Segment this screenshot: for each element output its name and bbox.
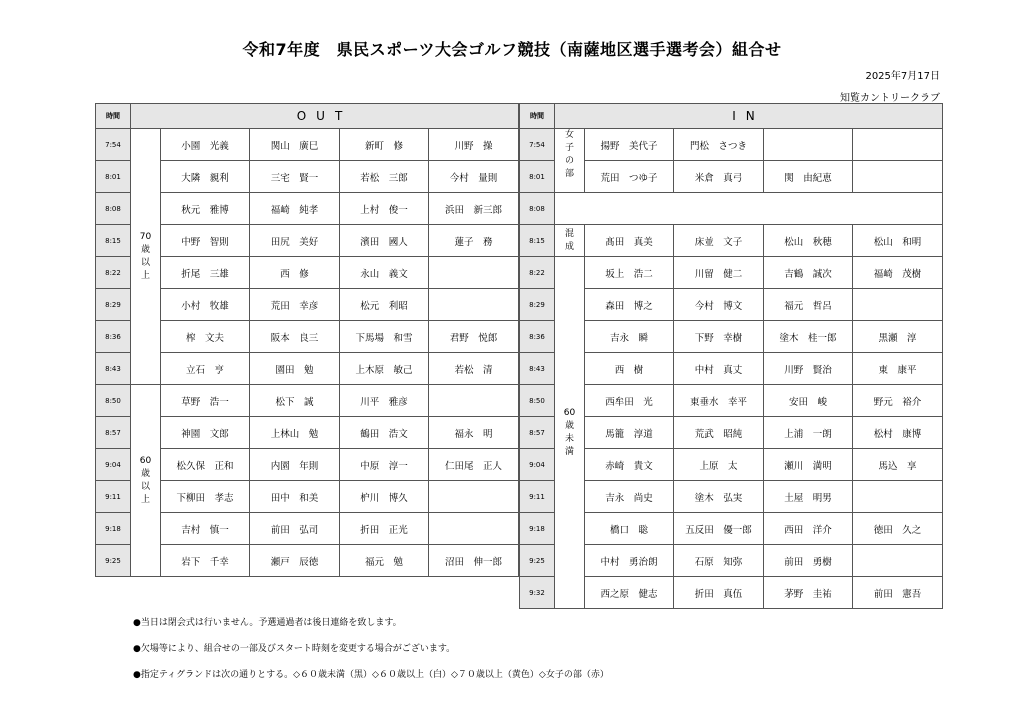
player-name: 吉永 尚史 bbox=[585, 481, 674, 513]
player-name: 三宅 賢一 bbox=[250, 161, 340, 193]
player-name: 吉永 瞬 bbox=[585, 321, 674, 353]
player-name: 下野 幸樹 bbox=[674, 321, 764, 353]
player-name: 立石 亨 bbox=[161, 353, 250, 385]
player-name: 石原 知弥 bbox=[674, 545, 764, 577]
player-name: 上原 太 bbox=[674, 449, 764, 481]
player-name: 髙田 真美 bbox=[585, 225, 674, 257]
group-label: 70歳以上 bbox=[131, 129, 161, 385]
player-name: 上木原 敏己 bbox=[340, 353, 429, 385]
tee-time: 8:57 bbox=[96, 417, 131, 449]
player-name bbox=[853, 289, 943, 321]
player-name: 永山 義文 bbox=[340, 257, 429, 289]
tee-time: 9:25 bbox=[96, 545, 131, 577]
player-name: 浜田 新三郎 bbox=[429, 193, 519, 225]
group-label: 60歳未満 bbox=[555, 257, 585, 609]
tee-time: 8:29 bbox=[96, 289, 131, 321]
player-name bbox=[764, 129, 853, 161]
player-name: 松下 誠 bbox=[250, 385, 340, 417]
tee-time: 8:01 bbox=[96, 161, 131, 193]
player-name: 福永 明 bbox=[429, 417, 519, 449]
player-name: 床並 文子 bbox=[674, 225, 764, 257]
group-label: 60歳以上 bbox=[131, 385, 161, 577]
player-name: 安田 峻 bbox=[764, 385, 853, 417]
player-name: 折田 正光 bbox=[340, 513, 429, 545]
player-name: 内園 年則 bbox=[250, 449, 340, 481]
player-name: 福元 勉 bbox=[340, 545, 429, 577]
player-name: 若松 清 bbox=[429, 353, 519, 385]
player-name: 折尾 三雄 bbox=[161, 257, 250, 289]
player-name: 濱田 國人 bbox=[340, 225, 429, 257]
table-row bbox=[96, 129, 519, 161]
player-name: 松元 利昭 bbox=[340, 289, 429, 321]
player-name: 中村 真丈 bbox=[674, 353, 764, 385]
player-name: 福元 哲呂 bbox=[764, 289, 853, 321]
table-row bbox=[520, 193, 943, 225]
player-name: 塗木 桂一郎 bbox=[764, 321, 853, 353]
player-name: 西之原 健志 bbox=[585, 577, 674, 609]
player-name: 大隣 親利 bbox=[161, 161, 250, 193]
player-name: 東 康平 bbox=[853, 353, 943, 385]
time-column-header: 時間 bbox=[96, 104, 131, 129]
blank-slot bbox=[555, 193, 943, 225]
player-name: 赤崎 貴文 bbox=[585, 449, 674, 481]
tee-time: 9:04 bbox=[96, 449, 131, 481]
player-name: 田中 和美 bbox=[250, 481, 340, 513]
player-name bbox=[429, 385, 519, 417]
tee-time: 9:18 bbox=[520, 513, 555, 545]
player-name: 福崎 純孝 bbox=[250, 193, 340, 225]
tee-time: 9:11 bbox=[96, 481, 131, 513]
player-name: 西 修 bbox=[250, 257, 340, 289]
tee-time: 8:43 bbox=[520, 353, 555, 385]
player-name bbox=[853, 545, 943, 577]
note-closing: ●当日は閉会式は行いません。予選通過者は後日連絡を致します。 bbox=[133, 618, 402, 628]
player-name: 下柳田 孝志 bbox=[161, 481, 250, 513]
player-name bbox=[853, 161, 943, 193]
player-name bbox=[429, 513, 519, 545]
group-label: 女子の部 bbox=[555, 129, 585, 193]
tee-time: 9:25 bbox=[520, 545, 555, 577]
player-name: 川留 健二 bbox=[674, 257, 764, 289]
player-name: 荒田 幸彦 bbox=[250, 289, 340, 321]
player-name bbox=[429, 481, 519, 513]
player-name: 関 由紀恵 bbox=[764, 161, 853, 193]
player-name: 塗木 弘実 bbox=[674, 481, 764, 513]
player-name: 中原 淳一 bbox=[340, 449, 429, 481]
group-label: 混成 bbox=[555, 225, 585, 257]
player-name: 上村 俊一 bbox=[340, 193, 429, 225]
player-name: 仁田尾 正人 bbox=[429, 449, 519, 481]
tee-time: 7:54 bbox=[520, 129, 555, 161]
player-name: 荒武 昭純 bbox=[674, 417, 764, 449]
player-name: 森田 博之 bbox=[585, 289, 674, 321]
player-name: 松村 康博 bbox=[853, 417, 943, 449]
table-row bbox=[520, 257, 943, 289]
player-name: 秋元 雅博 bbox=[161, 193, 250, 225]
tee-time: 8:22 bbox=[520, 257, 555, 289]
player-name: 東垂水 幸平 bbox=[674, 385, 764, 417]
table-row bbox=[520, 225, 943, 257]
player-name: 上浦 一朗 bbox=[764, 417, 853, 449]
time-column-header: 時間 bbox=[520, 104, 555, 129]
player-name: 今村 博文 bbox=[674, 289, 764, 321]
player-name: 松山 秋穂 bbox=[764, 225, 853, 257]
out-course-header: OUT bbox=[131, 104, 519, 129]
tee-time: 8:22 bbox=[96, 257, 131, 289]
page-title: 令和7年度 県民スポーツ大会ゴルフ競技（南薩地区選手選考会）組合せ bbox=[242, 40, 782, 59]
player-name: 枦川 博久 bbox=[340, 481, 429, 513]
tee-time: 8:08 bbox=[520, 193, 555, 225]
player-name bbox=[429, 289, 519, 321]
note-changes: ●欠場等により、組合せの一部及びスタート時刻を変更する場合がございます。 bbox=[133, 644, 456, 654]
player-name bbox=[853, 129, 943, 161]
player-name: 五反田 優一郎 bbox=[674, 513, 764, 545]
player-name: 黒瀬 淳 bbox=[853, 321, 943, 353]
tee-time: 8:50 bbox=[520, 385, 555, 417]
player-name: 小園 光義 bbox=[161, 129, 250, 161]
player-name: 荒田 つゆ子 bbox=[585, 161, 674, 193]
player-name: 小村 牧雄 bbox=[161, 289, 250, 321]
player-name: 野元 裕介 bbox=[853, 385, 943, 417]
player-name: 阪本 良三 bbox=[250, 321, 340, 353]
player-name: 馬籠 淳道 bbox=[585, 417, 674, 449]
player-name: 坂上 浩二 bbox=[585, 257, 674, 289]
tee-time: 8:29 bbox=[520, 289, 555, 321]
tee-time: 8:50 bbox=[96, 385, 131, 417]
tee-time: 8:01 bbox=[520, 161, 555, 193]
tee-time: 8:43 bbox=[96, 353, 131, 385]
player-name: 上林山 勉 bbox=[250, 417, 340, 449]
table-row bbox=[96, 385, 519, 417]
tee-time: 8:36 bbox=[96, 321, 131, 353]
player-name: 下馬場 和雪 bbox=[340, 321, 429, 353]
in-course-header: IN bbox=[555, 104, 943, 129]
in-header-row bbox=[520, 104, 943, 129]
player-name bbox=[429, 257, 519, 289]
player-name: 前田 弘司 bbox=[250, 513, 340, 545]
player-name: 沼田 伸一郎 bbox=[429, 545, 519, 577]
player-name: 川野 賢治 bbox=[764, 353, 853, 385]
player-name: 君野 悦郎 bbox=[429, 321, 519, 353]
out-header-row bbox=[96, 104, 519, 129]
player-name: 瀬川 満明 bbox=[764, 449, 853, 481]
player-name: 蓮子 務 bbox=[429, 225, 519, 257]
player-name: 徳田 久之 bbox=[853, 513, 943, 545]
player-name: 川野 操 bbox=[429, 129, 519, 161]
tee-time: 8:36 bbox=[520, 321, 555, 353]
player-name: 中村 勇治朗 bbox=[585, 545, 674, 577]
player-name: 榨 文夫 bbox=[161, 321, 250, 353]
out-pairings-table bbox=[95, 103, 519, 577]
tee-time: 9:18 bbox=[96, 513, 131, 545]
player-name: 岩下 千幸 bbox=[161, 545, 250, 577]
player-name: 米倉 真弓 bbox=[674, 161, 764, 193]
in-pairings-table bbox=[519, 103, 943, 609]
tee-time: 8:15 bbox=[96, 225, 131, 257]
player-name: 前田 勇樹 bbox=[764, 545, 853, 577]
player-name: 門松 さつき bbox=[674, 129, 764, 161]
player-name: 西田 洋介 bbox=[764, 513, 853, 545]
tee-time: 8:57 bbox=[520, 417, 555, 449]
player-name: 神園 文郎 bbox=[161, 417, 250, 449]
player-name: 吉鶴 誠次 bbox=[764, 257, 853, 289]
tee-time: 8:08 bbox=[96, 193, 131, 225]
player-name: 田尻 美好 bbox=[250, 225, 340, 257]
player-name: 吉村 慎一 bbox=[161, 513, 250, 545]
tee-time: 9:32 bbox=[520, 577, 555, 609]
tee-time: 8:15 bbox=[520, 225, 555, 257]
table-row bbox=[520, 129, 943, 161]
note-tees: ●指定ティグランドは次の通りとする。◇６０歳未満（黒）◇６０歳以上（白）◇７０歳以上（黄色）◇女子の部（赤） bbox=[133, 670, 609, 680]
player-name: 鶴田 浩文 bbox=[340, 417, 429, 449]
player-name: 前田 憲吾 bbox=[853, 577, 943, 609]
player-name: 中野 智則 bbox=[161, 225, 250, 257]
player-name: 西 樹 bbox=[585, 353, 674, 385]
player-name: 草野 浩一 bbox=[161, 385, 250, 417]
venue-name: 知覧カントリークラブ bbox=[840, 93, 940, 104]
player-name: 今村 量則 bbox=[429, 161, 519, 193]
tee-time: 7:54 bbox=[96, 129, 131, 161]
player-name: 若松 三郎 bbox=[340, 161, 429, 193]
player-name: 松久保 正和 bbox=[161, 449, 250, 481]
player-name: 茅野 圭祐 bbox=[764, 577, 853, 609]
player-name: 関山 廣巳 bbox=[250, 129, 340, 161]
player-name: 折田 真伍 bbox=[674, 577, 764, 609]
player-name: 瀬戸 辰徳 bbox=[250, 545, 340, 577]
tee-time: 9:04 bbox=[520, 449, 555, 481]
player-name: 揚野 美代子 bbox=[585, 129, 674, 161]
player-name: 橋口 聡 bbox=[585, 513, 674, 545]
player-name: 西牟田 光 bbox=[585, 385, 674, 417]
player-name bbox=[853, 481, 943, 513]
player-name: 福崎 茂樹 bbox=[853, 257, 943, 289]
tee-time: 9:11 bbox=[520, 481, 555, 513]
player-name: 土屋 明男 bbox=[764, 481, 853, 513]
event-date: 2025年7月17日 bbox=[865, 71, 940, 82]
player-name: 川平 雅彦 bbox=[340, 385, 429, 417]
player-name: 松山 和明 bbox=[853, 225, 943, 257]
player-name: 園田 勉 bbox=[250, 353, 340, 385]
player-name: 新町 修 bbox=[340, 129, 429, 161]
player-name: 馬込 享 bbox=[853, 449, 943, 481]
